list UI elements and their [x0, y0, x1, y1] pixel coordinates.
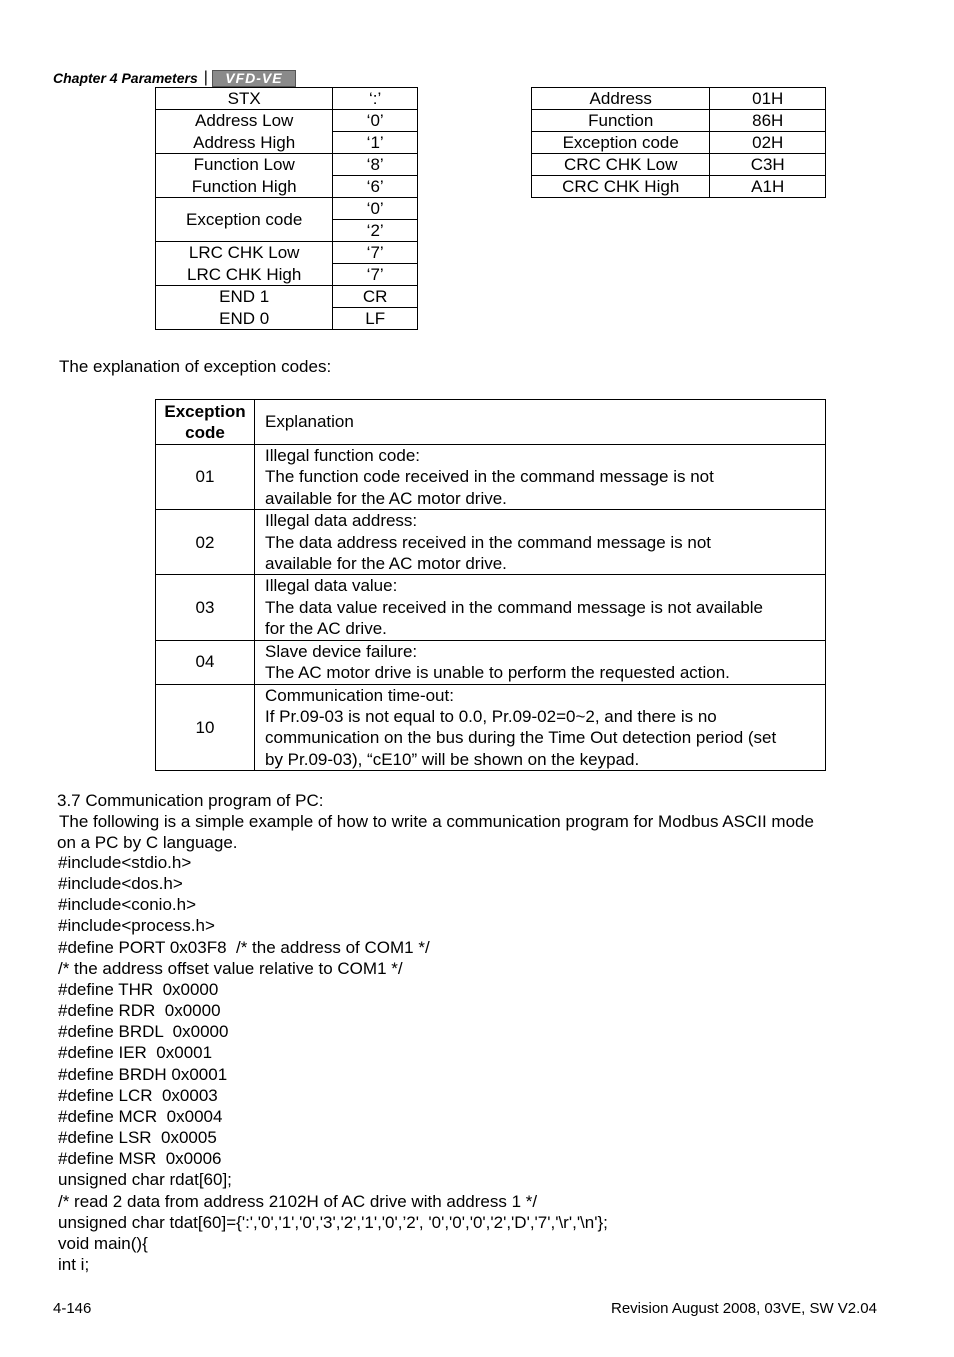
table-row [532, 154, 826, 176]
vfd-ve-logo: VFD-VE [212, 70, 296, 87]
code-line: #define IER 0x0001 [58, 1043, 213, 1063]
exception-explanation: Illegal data value: The data value received in the command message is not available for the AC drive. [255, 575, 826, 640]
table-cell: END 1 END 0 [156, 286, 333, 330]
table-cell: CRC CHK High [532, 176, 710, 198]
table-row [532, 132, 826, 154]
table-row [156, 242, 418, 264]
ascii-exception-frame-table [155, 87, 418, 330]
exception-code: 04 [156, 640, 255, 684]
code-line: #define PORT 0x03F8 /* the address of COM1 */ [58, 937, 430, 957]
code-line: unsigned char rdat[60]; [58, 1170, 232, 1190]
table-cell: Function Low Function High [156, 154, 333, 198]
code-line: #define LSR 0x0005 [58, 1128, 217, 1148]
code-line: /* the address offset value relative to COM1 */ [58, 958, 403, 978]
code-line: #define RDR 0x0000 [58, 1001, 221, 1021]
exception-code: 10 [156, 684, 255, 771]
rtu-exception-frame-table [531, 87, 826, 198]
table-cell: ‘7’ [333, 242, 418, 264]
exception-explanation: Communication time-out: If Pr.09-03 is not equal to 0.0, Pr.09-02=0~2, and there is no communication on the bus during the Time Out detection period (set by Pr.09-03), “cE10” will be shown on the keypad. [255, 684, 826, 771]
table-cell: Address [532, 88, 710, 110]
header-explanation: Explanation [255, 400, 826, 445]
table-row [156, 286, 418, 308]
table-row [156, 510, 826, 575]
section-intro-line-2: on a PC by C language. [57, 833, 238, 852]
code-line: #include<conio.h> [58, 895, 197, 915]
table-row [156, 445, 826, 510]
table-cell: 02H [710, 132, 826, 154]
table-cell: Function [532, 110, 710, 132]
table-cell: Address Low Address High [156, 110, 333, 154]
table-row [532, 88, 826, 110]
section-title: 3.7 Communication program of PC: [57, 791, 324, 810]
table-cell: CR [333, 286, 418, 308]
table-cell: Exception code [156, 198, 333, 242]
exception-code: 02 [156, 510, 255, 575]
code-line: unsigned char tdat[60]={':','0','1','0','3','2','1','0',’2', '0','0','0','2','D','7','\r','\n'}; [58, 1212, 608, 1232]
table-row [532, 176, 826, 198]
table-row [156, 640, 826, 684]
code-line: #include<process.h> [58, 916, 215, 936]
table-cell: Exception code [532, 132, 710, 154]
code-line: #define LCR 0x0003 [58, 1085, 218, 1105]
table-header-row [156, 400, 826, 445]
code-line: #define BRDH 0x0001 [58, 1064, 228, 1084]
table-cell: ‘8’ [333, 154, 418, 176]
exception-explanation: Illegal data address: The data address received in the command message is not available for the AC motor drive. [255, 510, 826, 575]
code-line: #define THR 0x0000 [58, 979, 219, 999]
code-line: #define BRDL 0x0000 [58, 1022, 229, 1042]
header-separator: | [203, 69, 208, 86]
table-cell: ‘7’ [333, 264, 418, 286]
code-line: void main(){ [58, 1233, 148, 1253]
table-row [156, 575, 826, 640]
table-cell: ‘0’ [333, 198, 418, 220]
exception-codes-table [155, 399, 826, 771]
table-row [532, 110, 826, 132]
table-row [156, 684, 826, 771]
table-cell: LF [333, 308, 418, 330]
table-cell: ‘2’ [333, 220, 418, 242]
table-cell: LRC CHK Low LRC CHK High [156, 242, 333, 286]
table-cell: ‘:’ [333, 88, 418, 110]
exception-code: 01 [156, 445, 255, 510]
code-line: #include<dos.h> [58, 874, 183, 894]
exceptions-intro: The explanation of exception codes: [59, 357, 332, 376]
table-row [156, 154, 418, 176]
section-intro-line-1: The following is a simple example of how to write a communication program for Modbus ASCII mode [59, 812, 814, 831]
chapter-title: Chapter 4 Parameters [53, 70, 198, 86]
table-row [156, 198, 418, 220]
page-number: 4-146 [53, 1300, 92, 1317]
table-cell: 01H [710, 88, 826, 110]
table-cell: ‘0’ [333, 110, 418, 132]
table-cell: C3H [710, 154, 826, 176]
code-line: #include<stdio.h> [58, 853, 192, 872]
exception-explanation: Slave device failure: The AC motor drive is unable to perform the requested action. [255, 640, 826, 684]
table-cell: 86H [710, 110, 826, 132]
exception-code: 03 [156, 575, 255, 640]
table-cell: CRC CHK Low [532, 154, 710, 176]
table-row [156, 110, 418, 132]
code-line: int i; [58, 1254, 90, 1274]
table-cell: A1H [710, 176, 826, 198]
table-cell: STX [156, 88, 333, 110]
exception-explanation: Illegal function code: The function code received in the command message is not available for the AC motor drive. [255, 445, 826, 510]
code-line: /* read 2 data from address 2102H of AC drive with address 1 */ [58, 1191, 538, 1211]
table-cell: ‘1’ [333, 132, 418, 154]
page-header [53, 68, 296, 88]
table-row [156, 88, 418, 110]
c-code-listing [58, 852, 608, 1275]
code-line: #define MCR 0x0004 [58, 1106, 223, 1126]
header-code: Exception code [156, 400, 255, 445]
table-cell: ‘6’ [333, 176, 418, 198]
code-line: #define MSR 0x0006 [58, 1149, 222, 1169]
revision-note: Revision August 2008, 03VE, SW V2.04 [611, 1300, 877, 1317]
